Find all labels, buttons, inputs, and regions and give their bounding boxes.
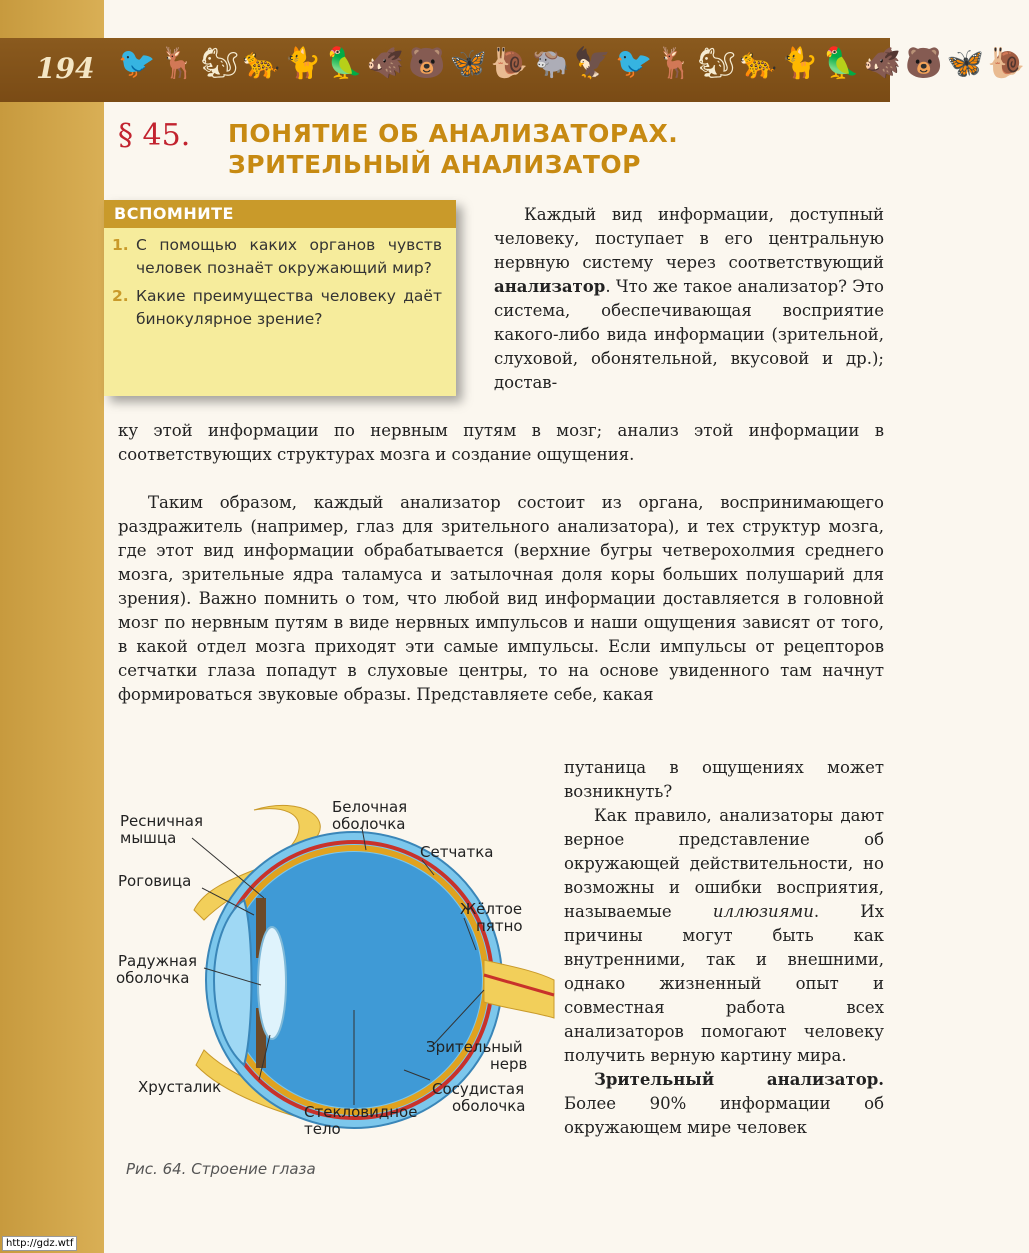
label-vitreous-2: тело	[304, 1120, 341, 1138]
label-macula-1: Жёлтое	[460, 900, 523, 918]
label-choroid-2: оболочка	[452, 1097, 526, 1115]
intro-continuation	[118, 419, 884, 467]
question-number: 2.	[112, 287, 129, 305]
label-cornea: Роговица	[118, 872, 192, 890]
label-choroid-1: Сосудистая	[432, 1080, 525, 1098]
question-text: Какие преимущества человеку даёт бинокулярное зрение?	[136, 287, 442, 328]
right-column	[564, 756, 884, 1140]
animal-silhouette-strip: 🐦🦌🐿🐆🐈🦜🐗🐻🦋🐌🐃🦅🐦🦌🐿🐆🐈🦜🐗🐻🦋🐌	[118, 46, 1029, 81]
paragraph-3	[564, 804, 884, 1068]
label-iris-1: Радужная	[118, 952, 198, 970]
label-vitreous-1: Стекловидное	[304, 1103, 418, 1121]
label-macula-2: пятно	[476, 917, 523, 935]
label-ciliary-muscle-1: Ресничная	[120, 812, 203, 830]
paragraph-4-text: Более 90% информации об окружающем мире человек	[564, 1094, 884, 1137]
paragraph-2	[118, 491, 884, 707]
term-illusions: иллюзиями	[712, 902, 814, 921]
recall-question	[112, 234, 442, 280]
question-text: С помощью каких органов чувств человек познаёт окружающий мир?	[136, 236, 442, 277]
recall-questions	[104, 228, 456, 331]
watermark-link[interactable]: http://gdz.wtf	[2, 1236, 77, 1251]
label-retina: Сетчатка	[420, 843, 494, 861]
figure-caption: Рис. 64. Строение глаза	[126, 1160, 316, 1178]
lens-shape	[258, 927, 286, 1039]
term-analyzer: анализатор	[494, 277, 606, 296]
label-lens: Хрусталик	[138, 1078, 222, 1096]
label-sclera-1: Белочная	[332, 798, 408, 816]
label-ciliary-muscle-2: мышца	[120, 829, 177, 847]
section-title	[228, 118, 678, 180]
label-sclera-2: оболочка	[332, 815, 406, 833]
subheading-visual-analyzer: Зрительный анализатор.	[594, 1070, 884, 1089]
paragraph-2-text: Таким образом, каждый анализатор состоит из органа, воспринимающего раздражитель (например, глаз для зрительного анализатора), и тех структур мозга, где этот вид информации обрабатывается (верхние бугры четверохолмия среднего мозга, зрительные ядра таламуса и затылочная доля коры больших полушарий для зрения). Важно помнить о том, что любой вид информации доставляется в головной мозг по нервным путям в виде нервных импульсов и наши ощущения зависят от того, в какой отдел мозга приходят эти самые импульсы. Если импульсы от рецепторов сетчатки глаза попадут в слуховые центры, то на основе увиденного там начнут формироваться звуковые образы. Представляете себе, какая	[118, 493, 884, 704]
paragraph-4	[564, 1068, 884, 1140]
eye-structure-diagram	[104, 780, 554, 1150]
label-optic-nerve-2: нерв	[490, 1055, 528, 1073]
intro-text-c: ку этой информации по нервным путям в мозг; анализ этой информации в соответствующих структурах мозга и создание ощущения.	[118, 421, 884, 464]
label-iris-2: оболочка	[116, 969, 190, 987]
recall-question	[112, 285, 442, 331]
side-strip	[0, 0, 104, 1253]
intro-paragraph	[494, 203, 884, 395]
intro-text-a: Каждый вид информации, доступный человеку, поступает в его центральную нервную систему через соответствующий	[494, 205, 884, 272]
paragraph-3-text-a: Как правило, анализаторы дают верное представление об окружающей действительности, но возможны и ошибки восприятия, называемые	[564, 806, 884, 921]
recall-box	[104, 200, 456, 396]
page-number: 194	[36, 52, 95, 85]
section-number: § 45.	[118, 118, 191, 153]
intro-text-b: . Что же такое анализатор? Это система, обеспечивающая восприятие какого-либо вида информации (зрительной, слуховой, обонятельной, вкусовой и др.); достав-	[494, 277, 884, 392]
section-title-line1: ПОНЯТИЕ ОБ АНАЛИЗАТОРАХ.	[228, 119, 679, 148]
paragraph-2-continuation: путаница в ощущениях может возникнуть?	[564, 758, 884, 801]
paragraph-3-text-b: . Их причины могут быть как внутренними, так и внешними, однако жизненный опыт и совместная работа всех анализаторов помогают человеку получить верную картину мира.	[564, 902, 884, 1065]
recall-heading: ВСПОМНИТЕ	[104, 200, 456, 228]
label-optic-nerve-1: Зрительный	[426, 1038, 523, 1056]
question-number: 1.	[112, 236, 129, 254]
section-title-line2: ЗРИТЕЛЬНЫЙ АНАЛИЗАТОР	[228, 150, 641, 179]
